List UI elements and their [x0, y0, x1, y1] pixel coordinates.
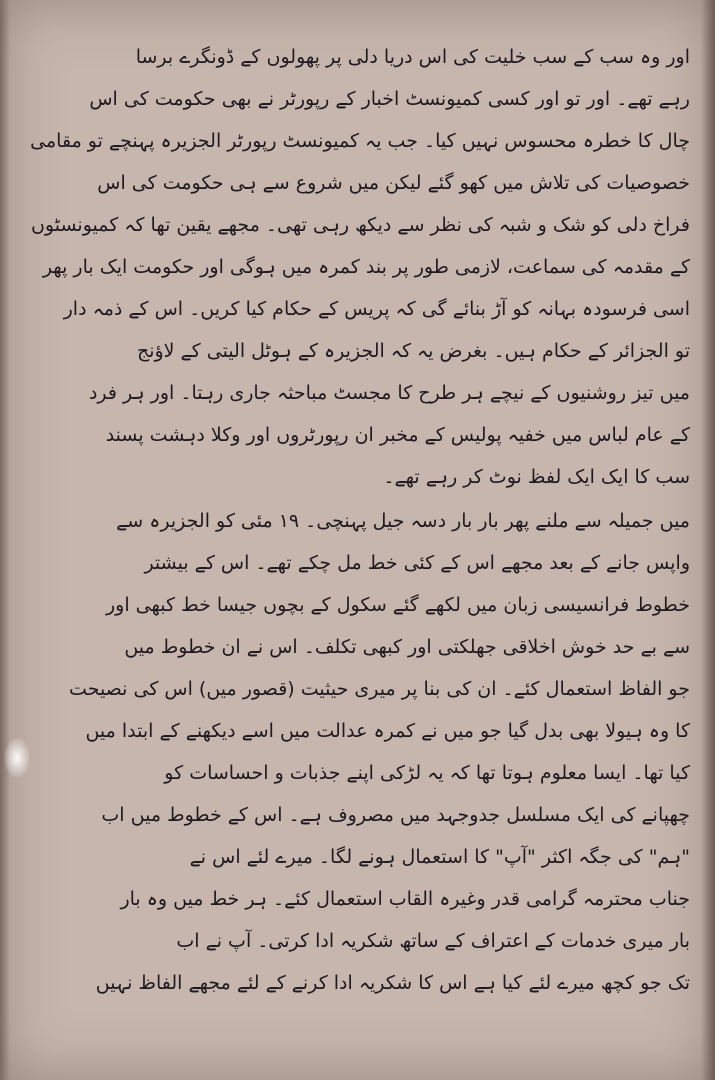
page-shadow-right: [701, 0, 715, 1080]
handwritten-text: [30, 36, 690, 1004]
paragraph-2: [30, 500, 690, 1004]
paragraph-1: [30, 36, 690, 498]
text-line: کیا تھا۔ ایسا معلوم ہوتا تھا کہ یہ لڑکی اپنے جذبات و احساسات کو: [164, 762, 690, 784]
text-line: جو الفاظ استعمال کئے۔ ان کی بنا پر میری حیثیت (قصور میں) اس کی نصیحت: [69, 678, 690, 700]
text-line: خصوصیات کی تلاش میں کھو گئے لیکن میں شروع سے ہی حکومت کی اس: [97, 172, 690, 194]
text-line: اسی فرسودہ بہانہ کو آڑ بنائے گی کہ پریس کے حکام کیا کریں۔ اس کے ذمہ دار: [63, 298, 690, 320]
text-line: اور وہ سب کے سب خلیت کی اس دریا دلی پر پھولوں کے ڈونگرے برسا: [135, 46, 690, 68]
text-line: جناب محترمہ گرامی قدر وغیرہ القاب استعمال کئے۔ ہر خط میں وہ بار: [120, 888, 690, 910]
text-line: بار میری خدمات کے اعتراف کے ساتھ شکریہ ادا کرتی۔ آپ نے اب: [176, 930, 690, 952]
text-line: تو الجزائر کے حکام ہیں۔ بغرض یہ کہ الجزیرہ کے ہوٹل الیتی کے لاؤنج: [136, 340, 690, 362]
text-line: تک جو کچھ میرے لئے کیا ہے اس کا شکریہ ادا کرنے کے لئے مجھے الفاظ نہیں: [95, 972, 690, 994]
light-glare: [4, 738, 30, 778]
text-line: کا وہ ہیولا بھی بدل گیا جو میں نے کمرہ عدالت میں اسے دیکھنے کے ابتدا میں: [85, 720, 690, 742]
text-line: کے مقدمہ کی سماعت، لازمی طور پر بند کمرہ میں ہوگی اور حکومت ایک بار پھر: [42, 256, 690, 278]
text-line: سے بے حد خوش اخلاقی جھلکتی اور کبھی تکلف۔ اس نے ان خطوط میں: [124, 636, 690, 658]
text-line: کے عام لباس میں خفیہ پولیس کے مخبر ان رپورٹروں اور وکلا دہشت پسند: [105, 424, 690, 446]
text-line: واپس جانے کے بعد مجھے اس کے کئی خط مل چکے تھے۔ اس کے بیشتر: [144, 552, 690, 574]
text-line: میں جمیلہ سے ملنے پھر بار بار دسہ جیل پہنچی۔ ۱۹ مئی کو الجزیرہ سے: [116, 510, 690, 532]
text-line: فراخ دلی کو شک و شبہ کی نظر سے دیکھ رہی تھی۔ مجھے یقین تھا کہ کمیونسٹوں: [30, 214, 690, 236]
text-line: سب کا ایک ایک لفظ نوٹ کر رہے تھے۔: [383, 466, 690, 488]
text-line: "ہم" کی جگہ اکثر "آپ" کا استعمال ہونے لگا۔ میرے لئے اس نے: [189, 846, 690, 868]
text-line: خطوط فرانسیسی زبان میں لکھے گئے سکول کے بچوں جیسا خط کبھی اور: [106, 594, 690, 616]
text-line: چھپانے کی ایک مسلسل جدوجہد میں مصروف ہے۔ اس کے خطوط میں اب: [101, 804, 690, 826]
text-line: میں تیز روشنیوں کے نیچے ہر طرح کا مجسٹ مباحثہ جاری رہتا۔ اور ہر فرد: [88, 382, 690, 404]
page-shadow-left: [0, 0, 10, 1080]
text-line: چال کا خطرہ محسوس نہیں کیا۔ جب یہ کمیونسٹ رپورٹر الجزیرہ پہنچے تو مقامی: [30, 130, 690, 152]
text-line: رہے تھے۔ اور تو اور کسی کمیونسٹ اخبار کے رپورٹر نے بھی حکومت کی اس: [89, 88, 690, 110]
